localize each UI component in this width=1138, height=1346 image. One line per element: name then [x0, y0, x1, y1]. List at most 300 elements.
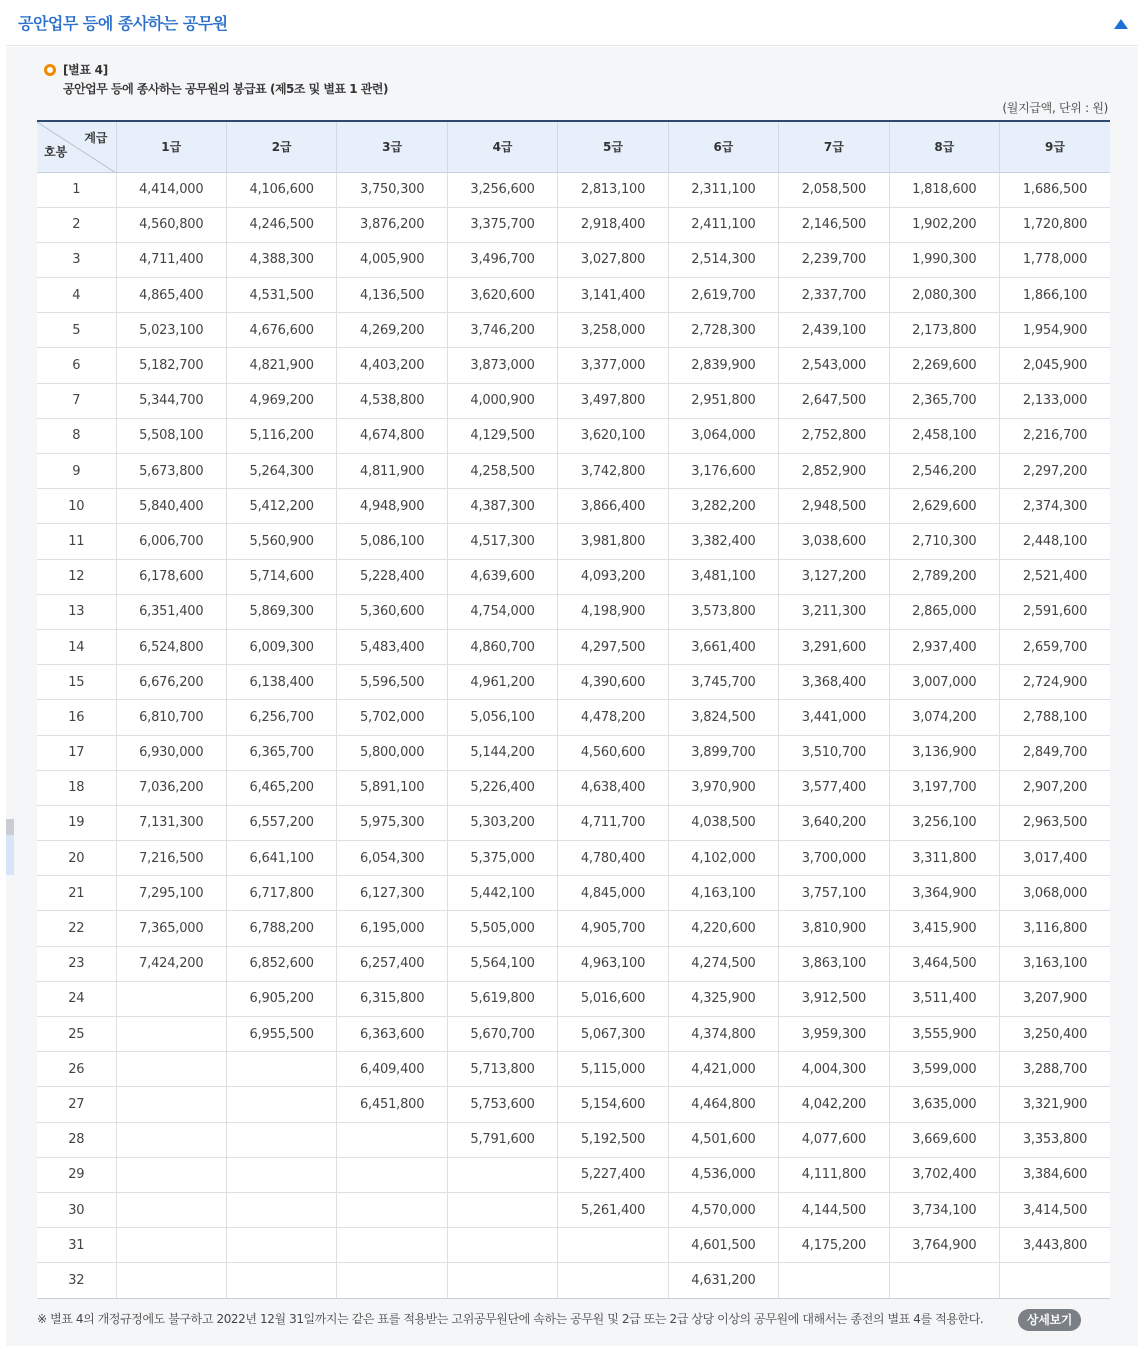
salary-cell: 5,023,100	[116, 313, 226, 348]
salary-cell: 3,899,700	[668, 735, 778, 770]
step-number-cell: 19	[37, 805, 116, 840]
step-number-cell: 9	[37, 454, 116, 489]
table-row	[37, 242, 1110, 277]
table-row	[37, 1052, 1110, 1087]
salary-cell: 2,411,100	[668, 207, 778, 242]
salary-cell: 5,182,700	[116, 348, 226, 383]
salary-cell	[226, 1192, 336, 1227]
salary-cell: 3,064,000	[668, 418, 778, 453]
salary-cell: 3,311,800	[889, 841, 999, 876]
salary-cell: 5,564,100	[447, 946, 557, 981]
salary-cell: 2,728,300	[668, 313, 778, 348]
salary-cell: 6,717,800	[226, 876, 336, 911]
salary-cell: 4,269,200	[337, 313, 447, 348]
salary-cell: 4,969,200	[226, 383, 336, 418]
salary-cell: 3,007,000	[889, 665, 999, 700]
salary-cell: 6,178,600	[116, 559, 226, 594]
salary-cell: 4,390,600	[558, 665, 668, 700]
step-number-cell: 14	[37, 629, 116, 664]
salary-cell: 7,424,200	[116, 946, 226, 981]
salary-cell	[116, 1122, 226, 1157]
salary-cell: 6,054,300	[337, 841, 447, 876]
table-row	[37, 1087, 1110, 1122]
table-row	[37, 207, 1110, 242]
detail-view-button[interactable]: 상세보기	[1018, 1309, 1081, 1331]
table-row	[37, 348, 1110, 383]
salary-cell: 3,912,500	[779, 981, 889, 1016]
salary-cell: 5,714,600	[226, 559, 336, 594]
column-header: 9급	[1000, 121, 1110, 172]
salary-cell: 4,560,600	[558, 735, 668, 770]
salary-cell: 2,789,200	[889, 559, 999, 594]
corner-rank-label: 계급	[84, 131, 108, 145]
salary-cell: 4,531,500	[226, 278, 336, 313]
salary-cell: 5,067,300	[558, 1017, 668, 1052]
salary-cell	[447, 1263, 557, 1298]
salary-cell: 4,038,500	[668, 805, 778, 840]
salary-cell	[226, 1052, 336, 1087]
salary-cell: 3,635,000	[889, 1087, 999, 1122]
table-row	[37, 1228, 1110, 1263]
step-number-cell: 18	[37, 770, 116, 805]
salary-cell: 5,344,700	[116, 383, 226, 418]
salary-cell: 4,517,300	[447, 524, 557, 559]
salary-table	[37, 120, 1110, 1299]
salary-cell: 2,269,600	[889, 348, 999, 383]
salary-cell: 5,144,200	[447, 735, 557, 770]
step-number-cell: 2	[37, 207, 116, 242]
step-number-cell: 22	[37, 911, 116, 946]
salary-cell: 4,258,500	[447, 454, 557, 489]
salary-cell: 4,948,900	[337, 489, 447, 524]
table-row	[37, 594, 1110, 629]
salary-cell	[116, 1192, 226, 1227]
salary-cell: 2,146,500	[779, 207, 889, 242]
salary-cell: 3,384,600	[1000, 1157, 1110, 1192]
salary-cell: 5,261,400	[558, 1192, 668, 1227]
content-panel	[6, 47, 1138, 1346]
step-number-cell: 31	[37, 1228, 116, 1263]
salary-cell: 2,546,200	[889, 454, 999, 489]
step-number-cell: 10	[37, 489, 116, 524]
salary-cell: 2,374,300	[1000, 489, 1110, 524]
salary-cell: 2,813,100	[558, 172, 668, 207]
salary-cell: 3,415,900	[889, 911, 999, 946]
table-row	[37, 735, 1110, 770]
salary-cell: 4,570,000	[668, 1192, 778, 1227]
salary-cell: 2,439,100	[779, 313, 889, 348]
salary-cell: 2,963,500	[1000, 805, 1110, 840]
salary-cell: 4,711,400	[116, 242, 226, 277]
salary-cell: 1,954,900	[1000, 313, 1110, 348]
step-number-cell: 24	[37, 981, 116, 1016]
salary-cell: 6,365,700	[226, 735, 336, 770]
salary-cell: 4,865,400	[116, 278, 226, 313]
salary-cell: 2,852,900	[779, 454, 889, 489]
salary-cell: 3,573,800	[668, 594, 778, 629]
salary-cell: 3,375,700	[447, 207, 557, 242]
salary-cell: 2,365,700	[889, 383, 999, 418]
salary-cell: 4,811,900	[337, 454, 447, 489]
column-header: 7급	[779, 121, 889, 172]
salary-cell: 4,274,500	[668, 946, 778, 981]
salary-cell: 2,521,400	[1000, 559, 1110, 594]
step-number-cell: 32	[37, 1263, 116, 1298]
salary-cell: 4,754,000	[447, 594, 557, 629]
salary-cell	[779, 1263, 889, 1298]
salary-cell: 2,045,900	[1000, 348, 1110, 383]
step-number-cell: 23	[37, 946, 116, 981]
salary-cell: 2,629,600	[889, 489, 999, 524]
salary-cell	[116, 1087, 226, 1122]
salary-cell: 3,734,100	[889, 1192, 999, 1227]
table-row	[37, 841, 1110, 876]
salary-cell: 2,591,600	[1000, 594, 1110, 629]
column-header: 4급	[447, 121, 557, 172]
salary-cell: 6,557,200	[226, 805, 336, 840]
table-header-row	[37, 121, 1110, 172]
table-row	[37, 700, 1110, 735]
step-number-cell: 1	[37, 172, 116, 207]
salary-cell: 6,363,600	[337, 1017, 447, 1052]
unit-note: (월지급액, 단위 : 원)	[1002, 101, 1108, 115]
salary-cell: 2,788,100	[1000, 700, 1110, 735]
salary-cell: 6,138,400	[226, 665, 336, 700]
collapse-triangle-icon[interactable]	[1114, 19, 1128, 29]
table-row	[37, 805, 1110, 840]
table-row	[37, 524, 1110, 559]
salary-cell: 7,216,500	[116, 841, 226, 876]
table-row	[37, 313, 1110, 348]
salary-cell	[116, 1157, 226, 1192]
salary-cell: 2,448,100	[1000, 524, 1110, 559]
salary-cell: 3,555,900	[889, 1017, 999, 1052]
salary-cell: 2,216,700	[1000, 418, 1110, 453]
salary-cell: 6,006,700	[116, 524, 226, 559]
salary-cell: 4,860,700	[447, 629, 557, 664]
salary-cell: 3,620,100	[558, 418, 668, 453]
salary-cell: 6,641,100	[226, 841, 336, 876]
salary-cell: 5,116,200	[226, 418, 336, 453]
circle-bullet-icon	[44, 64, 56, 76]
salary-cell: 2,543,000	[779, 348, 889, 383]
salary-cell: 3,745,700	[668, 665, 778, 700]
column-header: 8급	[889, 121, 999, 172]
salary-cell	[116, 1263, 226, 1298]
salary-cell: 5,560,900	[226, 524, 336, 559]
salary-cell: 2,659,700	[1000, 629, 1110, 664]
salary-cell: 4,093,200	[558, 559, 668, 594]
salary-cell: 5,673,800	[116, 454, 226, 489]
salary-cell: 3,136,900	[889, 735, 999, 770]
salary-cell: 4,175,200	[779, 1228, 889, 1263]
salary-cell: 4,501,600	[668, 1122, 778, 1157]
salary-cell: 5,975,300	[337, 805, 447, 840]
salary-cell: 1,720,800	[1000, 207, 1110, 242]
reference-description: 공안업무 등에 종사하는 공무원의 봉급표 (제5조 및 별표 1 관련)	[63, 82, 388, 96]
salary-cell: 5,264,300	[226, 454, 336, 489]
salary-cell: 5,227,400	[558, 1157, 668, 1192]
salary-cell: 3,496,700	[447, 242, 557, 277]
salary-cell: 5,619,800	[447, 981, 557, 1016]
salary-cell: 3,368,400	[779, 665, 889, 700]
salary-cell: 5,303,200	[447, 805, 557, 840]
section-title: 공안업무 등에 종사하는 공무원	[18, 14, 228, 33]
step-number-cell: 21	[37, 876, 116, 911]
salary-cell: 2,297,200	[1000, 454, 1110, 489]
salary-cell: 4,538,800	[337, 383, 447, 418]
salary-cell: 4,478,200	[558, 700, 668, 735]
step-number-cell: 16	[37, 700, 116, 735]
table-row	[37, 383, 1110, 418]
salary-cell: 1,866,100	[1000, 278, 1110, 313]
salary-cell	[1000, 1263, 1110, 1298]
salary-cell: 4,246,500	[226, 207, 336, 242]
salary-cell	[337, 1192, 447, 1227]
salary-cell: 4,129,500	[447, 418, 557, 453]
step-number-cell: 20	[37, 841, 116, 876]
salary-cell	[337, 1228, 447, 1263]
table-row	[37, 1192, 1110, 1227]
reference-label: [별표 4]	[63, 63, 108, 77]
salary-cell: 3,414,500	[1000, 1192, 1110, 1227]
salary-cell: 2,239,700	[779, 242, 889, 277]
step-number-cell: 27	[37, 1087, 116, 1122]
salary-cell	[226, 1087, 336, 1122]
salary-cell: 5,226,400	[447, 770, 557, 805]
table-row	[37, 1017, 1110, 1052]
salary-cell: 5,869,300	[226, 594, 336, 629]
salary-cell: 6,257,400	[337, 946, 447, 981]
salary-cell: 4,325,900	[668, 981, 778, 1016]
salary-cell: 3,211,300	[779, 594, 889, 629]
salary-cell: 3,640,200	[779, 805, 889, 840]
salary-cell: 2,849,700	[1000, 735, 1110, 770]
salary-cell: 6,788,200	[226, 911, 336, 946]
salary-cell: 3,038,600	[779, 524, 889, 559]
salary-cell	[337, 1263, 447, 1298]
salary-cell: 2,133,000	[1000, 383, 1110, 418]
table-row	[37, 981, 1110, 1016]
salary-cell: 5,508,100	[116, 418, 226, 453]
salary-cell: 3,876,200	[337, 207, 447, 242]
salary-cell: 5,016,600	[558, 981, 668, 1016]
salary-cell: 2,865,000	[889, 594, 999, 629]
salary-cell: 6,676,200	[116, 665, 226, 700]
salary-cell: 3,866,400	[558, 489, 668, 524]
table-row	[37, 665, 1110, 700]
table-row	[37, 946, 1110, 981]
side-tab-marker	[6, 819, 14, 875]
salary-cell: 3,068,000	[1000, 876, 1110, 911]
salary-cell: 3,163,100	[1000, 946, 1110, 981]
salary-cell: 7,295,100	[116, 876, 226, 911]
salary-cell: 3,810,900	[779, 911, 889, 946]
column-header: 6급	[668, 121, 778, 172]
salary-cell: 4,905,700	[558, 911, 668, 946]
table-row	[37, 1157, 1110, 1192]
salary-cell: 3,702,400	[889, 1157, 999, 1192]
salary-cell: 5,192,500	[558, 1122, 668, 1157]
step-number-cell: 11	[37, 524, 116, 559]
salary-cell: 3,258,000	[558, 313, 668, 348]
table-row	[37, 629, 1110, 664]
step-number-cell: 12	[37, 559, 116, 594]
table-row	[37, 770, 1110, 805]
salary-cell	[558, 1263, 668, 1298]
salary-cell: 6,905,200	[226, 981, 336, 1016]
salary-cell: 4,000,900	[447, 383, 557, 418]
salary-cell: 4,631,200	[668, 1263, 778, 1298]
salary-cell: 3,256,100	[889, 805, 999, 840]
table-row	[37, 876, 1110, 911]
salary-cell: 3,669,600	[889, 1122, 999, 1157]
salary-cell: 3,282,200	[668, 489, 778, 524]
salary-cell	[558, 1228, 668, 1263]
salary-cell: 4,639,600	[447, 559, 557, 594]
salary-cell: 3,700,000	[779, 841, 889, 876]
salary-cell: 3,757,100	[779, 876, 889, 911]
salary-cell: 5,154,600	[558, 1087, 668, 1122]
column-header: 1급	[116, 121, 226, 172]
salary-cell: 4,780,400	[558, 841, 668, 876]
salary-cell: 4,374,800	[668, 1017, 778, 1052]
step-number-cell: 17	[37, 735, 116, 770]
salary-cell: 3,661,400	[668, 629, 778, 664]
salary-cell: 3,863,100	[779, 946, 889, 981]
step-number-cell: 13	[37, 594, 116, 629]
salary-cell: 1,902,200	[889, 207, 999, 242]
salary-cell: 4,403,200	[337, 348, 447, 383]
salary-cell: 6,351,400	[116, 594, 226, 629]
table-row	[37, 559, 1110, 594]
salary-cell: 5,891,100	[337, 770, 447, 805]
salary-cell: 2,918,400	[558, 207, 668, 242]
salary-cell: 4,711,700	[558, 805, 668, 840]
salary-cell: 5,840,400	[116, 489, 226, 524]
salary-cell: 4,961,200	[447, 665, 557, 700]
salary-cell: 2,710,300	[889, 524, 999, 559]
salary-cell: 5,375,000	[447, 841, 557, 876]
salary-cell: 3,620,600	[447, 278, 557, 313]
salary-cell: 4,077,600	[779, 1122, 889, 1157]
salary-cell: 3,017,400	[1000, 841, 1110, 876]
salary-cell: 3,291,600	[779, 629, 889, 664]
salary-cell: 3,742,800	[558, 454, 668, 489]
salary-cell: 3,288,700	[1000, 1052, 1110, 1087]
salary-cell: 3,599,000	[889, 1052, 999, 1087]
salary-cell: 3,074,200	[889, 700, 999, 735]
salary-cell: 3,764,900	[889, 1228, 999, 1263]
salary-cell: 2,458,100	[889, 418, 999, 453]
salary-cell: 5,505,000	[447, 911, 557, 946]
salary-cell: 6,409,400	[337, 1052, 447, 1087]
salary-cell: 2,951,800	[668, 383, 778, 418]
salary-cell: 3,981,800	[558, 524, 668, 559]
salary-cell: 1,990,300	[889, 242, 999, 277]
step-number-cell: 5	[37, 313, 116, 348]
salary-cell: 6,009,300	[226, 629, 336, 664]
salary-cell: 4,144,500	[779, 1192, 889, 1227]
footnote: ※ 별표 4의 개정규정에도 불구하고 2022년 12월 31일까지는 같은 표를 적용받는 고위공무원단에 속하는 공무원 및 2급 또는 2급 상당 이상의 공무원에 대해서는 종전의 별표 4를 적용한다.	[37, 1312, 984, 1326]
salary-cell: 2,619,700	[668, 278, 778, 313]
step-number-cell: 8	[37, 418, 116, 453]
salary-cell: 5,702,000	[337, 700, 447, 735]
section-header[interactable]	[6, 0, 1138, 46]
salary-cell: 4,102,000	[668, 841, 778, 876]
column-header: 2급	[226, 121, 336, 172]
salary-cell: 4,220,600	[668, 911, 778, 946]
salary-cell: 4,560,800	[116, 207, 226, 242]
table-body	[37, 172, 1110, 1298]
salary-cell: 3,577,400	[779, 770, 889, 805]
salary-cell: 5,360,600	[337, 594, 447, 629]
salary-cell: 6,465,200	[226, 770, 336, 805]
salary-cell: 5,800,000	[337, 735, 447, 770]
salary-cell: 4,536,000	[668, 1157, 778, 1192]
salary-cell: 3,443,800	[1000, 1228, 1110, 1263]
step-number-cell: 3	[37, 242, 116, 277]
column-header: 5급	[558, 121, 668, 172]
salary-cell: 3,441,000	[779, 700, 889, 735]
salary-cell: 4,388,300	[226, 242, 336, 277]
salary-cell: 3,176,600	[668, 454, 778, 489]
salary-cell: 2,058,500	[779, 172, 889, 207]
salary-cell: 3,746,200	[447, 313, 557, 348]
salary-cell: 5,713,800	[447, 1052, 557, 1087]
salary-cell: 5,086,100	[337, 524, 447, 559]
salary-cell: 2,514,300	[668, 242, 778, 277]
salary-cell: 4,106,600	[226, 172, 336, 207]
salary-cell: 6,930,000	[116, 735, 226, 770]
table-row	[37, 454, 1110, 489]
salary-cell: 4,845,000	[558, 876, 668, 911]
salary-cell: 3,510,700	[779, 735, 889, 770]
salary-cell: 3,256,600	[447, 172, 557, 207]
step-number-cell: 25	[37, 1017, 116, 1052]
step-number-cell: 28	[37, 1122, 116, 1157]
step-number-cell: 15	[37, 665, 116, 700]
step-number-cell: 7	[37, 383, 116, 418]
salary-cell: 2,752,800	[779, 418, 889, 453]
salary-cell: 4,136,500	[337, 278, 447, 313]
salary-cell: 4,821,900	[226, 348, 336, 383]
step-number-cell: 29	[37, 1157, 116, 1192]
salary-cell: 5,412,200	[226, 489, 336, 524]
salary-cell: 3,750,300	[337, 172, 447, 207]
step-number-cell: 4	[37, 278, 116, 313]
salary-cell	[116, 1052, 226, 1087]
step-number-cell: 26	[37, 1052, 116, 1087]
salary-cell: 3,377,000	[558, 348, 668, 383]
salary-cell	[337, 1122, 447, 1157]
salary-cell: 5,442,100	[447, 876, 557, 911]
salary-cell: 4,674,800	[337, 418, 447, 453]
salary-cell: 3,321,900	[1000, 1087, 1110, 1122]
table-row	[37, 1122, 1110, 1157]
salary-cell: 3,141,400	[558, 278, 668, 313]
salary-cell: 2,337,700	[779, 278, 889, 313]
salary-cell: 6,451,800	[337, 1087, 447, 1122]
salary-cell: 4,387,300	[447, 489, 557, 524]
salary-cell: 4,042,200	[779, 1087, 889, 1122]
salary-cell: 4,004,300	[779, 1052, 889, 1087]
table-row	[37, 418, 1110, 453]
salary-cell: 3,382,400	[668, 524, 778, 559]
salary-cell: 3,481,100	[668, 559, 778, 594]
step-number-cell: 6	[37, 348, 116, 383]
salary-cell	[337, 1157, 447, 1192]
